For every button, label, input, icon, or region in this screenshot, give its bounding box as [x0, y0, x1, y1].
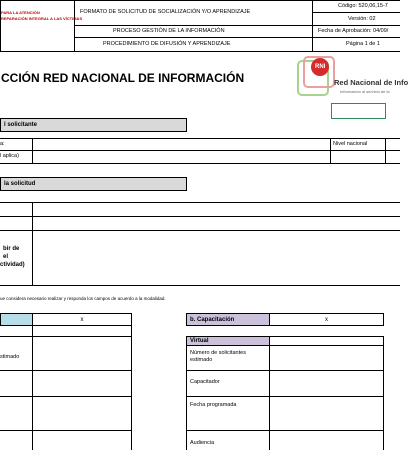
num-requesters-input[interactable] — [270, 347, 383, 370]
objective-textarea[interactable] — [33, 231, 400, 285]
entity-name-line1: PARA LA ATENCIÓN — [1, 10, 40, 15]
request-field-2[interactable] — [33, 217, 400, 230]
audience-label: Audiencia — [190, 440, 215, 446]
request-field-1[interactable] — [33, 203, 400, 216]
objective-label-line3: ctividad) — [0, 262, 25, 268]
form-title: CCIÓN RED NACIONAL DE INFORMACIÓN — [1, 71, 245, 85]
num-requesters-label-1: Número de solicitantes — [190, 350, 246, 356]
approval-date: Fecha de Aprobación: 04/09/ — [318, 28, 389, 34]
scheduled-date-label: Fecha programada — [190, 402, 237, 408]
logo-badge: RNI — [315, 64, 326, 70]
header-table — [0, 0, 400, 52]
selected-cell[interactable] — [331, 103, 386, 119]
section-header-request: la solicitud — [0, 177, 187, 191]
trainer-label: Capacitador — [190, 379, 220, 385]
process-name: PROCESO GESTIÓN DE LA INFORMACIÓN — [113, 28, 225, 34]
field-label-colon: a: — [0, 141, 5, 147]
objective-label-line2: el — [3, 254, 9, 260]
scheduled-date-input[interactable] — [270, 397, 383, 430]
name-input[interactable] — [33, 139, 329, 150]
modality-a-mark[interactable]: x — [32, 313, 132, 326]
document-code: Código: 520,06,15-7 — [338, 3, 388, 9]
virtual-header: Virtual — [186, 336, 270, 346]
training-mark[interactable]: x — [269, 313, 384, 326]
rni-logo-icon — [296, 55, 336, 99]
modality-a-header — [0, 313, 33, 326]
format-title: FORMATO DE SOLICITUD DE SOCIALIZACIÓN Y/O APRENDIZAJE — [80, 9, 251, 15]
logo-tagline: Información al servicio de la — [340, 89, 390, 94]
logo-name: Red Nacional de Info — [334, 78, 408, 87]
num-requesters-label-2: estimado — [190, 357, 213, 363]
objective-label-line1: bir de — [3, 246, 20, 252]
modality-instruction: ue considera necesario realizar y responda los campos de acuerdo a la modalidad. — [0, 296, 166, 301]
estimated-label: stimado — [0, 354, 20, 360]
audience-input[interactable] — [270, 431, 383, 450]
page-number: Página 1 de 1 — [346, 41, 380, 47]
training-header: b. Capacitación — [186, 313, 270, 326]
rni-logo — [296, 55, 408, 103]
trainer-input[interactable] — [270, 371, 383, 396]
area-input[interactable] — [33, 151, 329, 163]
section-header-requester: l solicitante — [0, 118, 187, 132]
national-level-label: Nivel nacional — [333, 141, 368, 147]
document-version: Versión: 02 — [348, 16, 376, 22]
field-label-if-applies: l aplica) — [0, 153, 19, 159]
entity-name-line2: REPARACIÓN INTEGRAL A LAS VÍCTIMAS — [1, 16, 83, 21]
procedure-name: PROCEDIMIENTO DE DIFUSIÓN Y APRENDIZAJE — [103, 41, 231, 47]
virtual-value — [269, 336, 384, 346]
